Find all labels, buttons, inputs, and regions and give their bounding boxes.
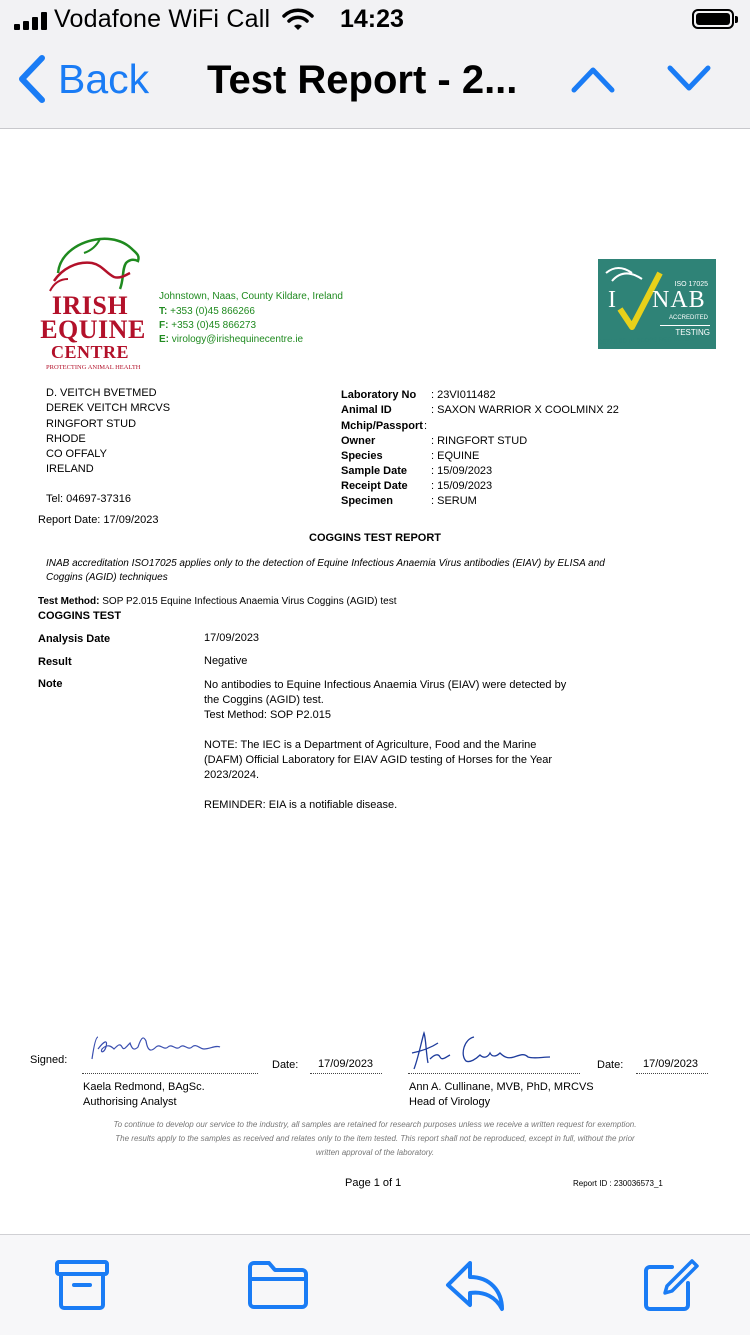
- note-line: Test Method: SOP P2.015: [204, 709, 331, 721]
- inab-name: NAB: [652, 287, 706, 313]
- logo-text-equine: EQUINE: [40, 315, 146, 344]
- archive-icon: [54, 1259, 110, 1311]
- sample-label: Receipt Date: [341, 480, 408, 492]
- bottom-toolbar: [0, 1234, 750, 1335]
- inab-scope: DETAILED IN SCOPE REG NO.151T: [597, 336, 698, 346]
- note-line: the Coggins (AGID) test.: [204, 694, 324, 706]
- navigation-bar: [0, 40, 750, 129]
- page-title: Test Report - 2...: [207, 58, 518, 102]
- wifi-icon: [282, 8, 314, 37]
- horse-emblem-icon: [40, 233, 150, 297]
- recipient-line: DEREK VEITCH MRCVS: [46, 402, 171, 414]
- analysis-date-value: 17/09/2023: [204, 632, 260, 644]
- result-label: Result: [38, 656, 72, 668]
- pdf-document[interactable]: [0, 129, 750, 1234]
- inab-accredited: ACCREDITED: [668, 315, 708, 321]
- compose-icon: [642, 1259, 700, 1313]
- logo-text-irish: IRISH: [51, 291, 129, 320]
- signed-label: Signed:: [30, 1054, 68, 1066]
- signature-line: [82, 1072, 258, 1074]
- disclaimer: written approval of the laboratory.: [315, 1148, 435, 1157]
- signatory-name: Kaela Redmond, BAgSc.: [83, 1081, 205, 1093]
- back-button[interactable]: [16, 54, 149, 104]
- section-title: COGGINS TEST: [38, 610, 122, 622]
- lab-fax: F: +353 (0)45 866273: [159, 320, 257, 331]
- sample-label: Sample Date: [341, 465, 408, 477]
- disclaimer: To continue to develop our service to the industry, all samples are retained for research purposes unless we receive a written request for exemption.: [113, 1120, 637, 1129]
- accreditation-note: INAB accreditation ISO17025 applies only to the detection of Equine Infectious Anaemia Virus antibodies (EIAV) by ELISA and: [46, 558, 605, 569]
- note-line: No antibodies to Equine Infectious Anaemia Virus (EIAV) were detected by: [204, 679, 567, 691]
- date-label: Date:: [272, 1059, 299, 1071]
- signatory-role: Authorising Analyst: [83, 1096, 177, 1108]
- note-line: NOTE: The IEC is a Department of Agriculture, Food and the Marine: [204, 739, 537, 751]
- status-bar: [0, 0, 750, 40]
- reply-icon: [444, 1259, 506, 1313]
- previous-message-button[interactable]: [570, 64, 616, 99]
- sample-label: Animal ID: [341, 404, 392, 416]
- analysis-date-label: Analysis Date: [38, 633, 111, 645]
- inab-letter-i: I: [608, 287, 616, 313]
- compose-button[interactable]: [642, 1259, 700, 1318]
- test-method: Test Method: SOP P2.015 Equine Infectious Anaemia Virus Coggins (AGID) test: [38, 596, 397, 607]
- sample-label: Species: [341, 450, 383, 462]
- battery-icon: [692, 9, 734, 29]
- recipient-tel: Tel: 04697-37316: [46, 493, 132, 505]
- recipient-line: RINGFORT STUD: [46, 418, 137, 430]
- sample-label: Laboratory No: [341, 389, 417, 401]
- report-id: Report ID : 230036573_1: [573, 1179, 663, 1188]
- date-line: [310, 1072, 382, 1074]
- recipient-line: RHODE: [46, 433, 86, 445]
- signature-line: [408, 1072, 580, 1074]
- signature-ann-cullinane: [404, 1029, 564, 1073]
- archive-button[interactable]: [54, 1259, 110, 1316]
- inab-testing: TESTING: [660, 325, 710, 337]
- page-number: Page 1 of 1: [345, 1177, 402, 1189]
- date-label: Date:: [597, 1059, 624, 1071]
- accreditation-note: Coggins (AGID) techniques: [46, 572, 168, 583]
- sample-value: : 23VI011482: [431, 389, 496, 401]
- note-line: (DAFM) Official Laboratory for EIAV AGID testing of Horses for the Year: [204, 754, 553, 766]
- recipient-line: D. VEITCH BVETMED: [46, 387, 157, 399]
- chevron-up-icon: [570, 64, 616, 94]
- recipient-line: IRELAND: [46, 463, 94, 475]
- lab-phone: T: +353 (0)45 866266: [159, 306, 255, 317]
- result-value: Negative: [204, 655, 248, 667]
- sample-value: :: [424, 420, 428, 432]
- cellular-signal-icon: [14, 12, 54, 30]
- logo-text-centre: CENTRE: [50, 342, 129, 362]
- signatory-name: Ann A. Cullinane, MVB, PhD, MRCVS: [409, 1081, 594, 1093]
- irish-equine-centre-logo: [40, 233, 150, 373]
- report-heading: COGGINS TEST REPORT: [309, 532, 442, 544]
- inab-iso: ISO 17025: [674, 281, 708, 288]
- chevron-left-icon: [16, 54, 46, 104]
- sample-value: : SERUM: [431, 495, 477, 507]
- sample-value: : 15/09/2023: [431, 480, 493, 492]
- logo-tagline: PROTECTING ANIMAL HEALTH: [46, 364, 141, 371]
- folder-icon: [247, 1259, 309, 1311]
- clock: 14:23: [340, 5, 404, 33]
- disclaimer: The results apply to the samples as received and relates only to the item tested. This report shall not be reproduced, except in full, without the prior: [115, 1134, 635, 1143]
- signature-date: 17/09/2023: [318, 1058, 374, 1070]
- move-to-folder-button[interactable]: [247, 1259, 309, 1316]
- lab-email: E: virology@irishequinecentre.ie: [159, 334, 304, 345]
- back-label: Back: [58, 55, 150, 102]
- sample-value: : RINGFORT STUD: [431, 435, 528, 447]
- sample-label: Mchip/Passport: [341, 420, 423, 432]
- next-message-button[interactable]: [666, 64, 712, 99]
- sample-value: : 15/09/2023: [431, 465, 493, 477]
- note-label: Note: [38, 678, 63, 690]
- recipient-line: CO OFFALY: [46, 448, 107, 460]
- sample-label: Specimen: [341, 495, 393, 507]
- reply-button[interactable]: [444, 1259, 506, 1318]
- signature-date: 17/09/2023: [643, 1058, 699, 1070]
- signatory-role: Head of Virology: [409, 1096, 491, 1108]
- sample-value: : SAXON WARRIOR X COOLMINX 22: [431, 404, 619, 416]
- note-line: 2023/2024.: [204, 769, 260, 781]
- sample-value: : EQUINE: [431, 450, 480, 462]
- note-line: REMINDER: EIA is a notifiable disease.: [204, 799, 398, 811]
- lab-address: Johnstown, Naas, County Kildare, Ireland: [159, 291, 343, 302]
- date-line: [636, 1072, 708, 1074]
- carrier-name: Vodafone WiFi Call: [54, 5, 271, 33]
- inab-accreditation-logo: [598, 259, 716, 349]
- sample-label: Owner: [341, 435, 376, 447]
- signature-kaela-redmond: [86, 1031, 226, 1067]
- chevron-down-icon: [666, 64, 712, 94]
- report-date: Report Date: 17/09/2023: [38, 514, 159, 526]
